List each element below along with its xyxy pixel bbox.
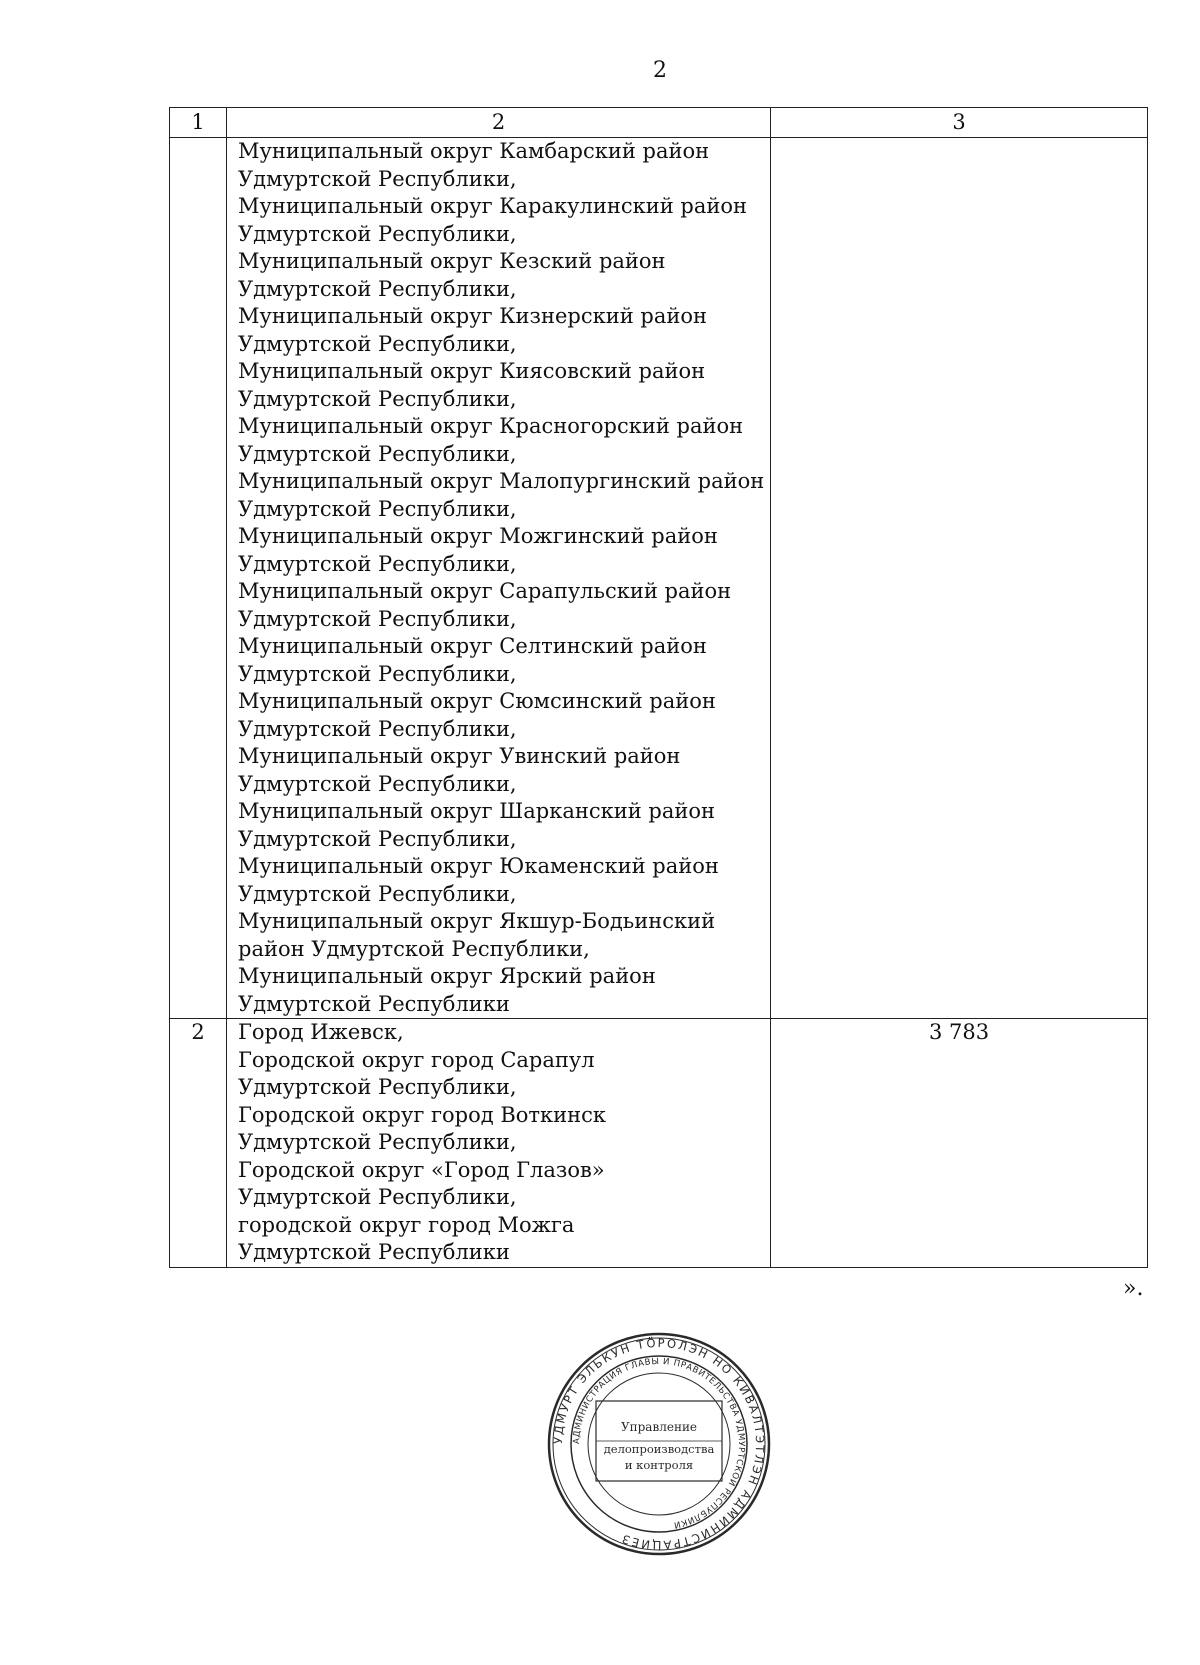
table-header-row (170, 108, 1148, 138)
official-seal-stamp (546, 1331, 772, 1557)
row-number-cell (170, 138, 227, 1019)
municipality-line: Муниципальный округ Красногорский район (238, 414, 744, 438)
municipality-line: Удмуртской Республики, (238, 606, 517, 631)
municipality-line: Удмуртской Республики, (238, 496, 517, 521)
municipality-line: Удмуртской Республики (238, 1240, 510, 1264)
municipality-line: Муниципальный округ Камбарский район (238, 139, 710, 163)
municipality-list-cell (227, 138, 771, 1019)
municipality-line: Городской округ город Воткинск (238, 1102, 607, 1127)
municipality-line: Удмуртской Республики, (238, 771, 517, 796)
municipality-line: Муниципальный округ Кезский район (238, 249, 666, 273)
municipality-line: Муниципальный округ Якшур-Бодьинский (238, 909, 716, 933)
header-cell-3: 3 (771, 108, 1148, 138)
row-number-cell: 2 (170, 1019, 227, 1268)
municipality-line: Муниципальный округ Селтинский район (238, 634, 707, 658)
municipality-line: Муниципальный округ Каракулинский район (238, 194, 747, 218)
municipality-line: Удмуртской Республики, (238, 1075, 517, 1099)
municipality-line: Муниципальный округ Можгинский район (238, 524, 718, 548)
svg-text:делопроизводства: делопроизводства (603, 1442, 715, 1456)
svg-text:и контроля: и контроля (624, 1458, 694, 1472)
municipality-line: Муниципальный округ Кизнерский район (238, 304, 707, 328)
municipality-line: Муниципальный округ Киясовский район (238, 359, 706, 383)
table-row (170, 1019, 1148, 1268)
municipality-line: Удмуртской Республики, (238, 441, 517, 466)
svg-text:АДМИНИСТРАЦИЯ ГЛАВЫ И ПРАВИТЕЛ: АДМИНИСТРАЦИЯ ГЛАВЫ И ПРАВИТЕЛЬСТВА УДМУРТСКОЙ РЕСПУБЛИКИ (571, 1356, 747, 1530)
municipality-line: Удмуртской Республики, (238, 881, 517, 906)
municipality-line: Удмуртской Республики, (238, 826, 517, 851)
municipality-line: Муниципальный округ Ярский район (238, 964, 656, 988)
municipality-line: городской округ город Можга (238, 1212, 575, 1237)
municipality-list-cell (227, 1019, 771, 1268)
page-number: 2 (653, 58, 667, 83)
municipality-line: Удмуртской Республики (238, 991, 510, 1016)
municipality-line: Муниципальный округ Юкаменский район (238, 854, 719, 878)
table-row (170, 138, 1148, 1019)
municipality-line: Муниципальный округ Сюмсинский район (238, 689, 716, 713)
municipality-line: Муниципальный округ Малопургинский район (238, 469, 765, 493)
municipality-line: Муниципальный округ Увинский район (238, 744, 681, 768)
header-cell-1: 1 (170, 108, 227, 138)
municipality-line: Удмуртской Республики, (238, 331, 517, 356)
municipality-line: Удмуртской Республики, (238, 716, 517, 741)
municipality-line: Муниципальный округ Шарканский район (238, 799, 715, 823)
municipality-line: Город Ижевск, (238, 1020, 404, 1044)
municipality-line: Удмуртской Республики, (238, 551, 517, 576)
svg-text:Управление: Управление (620, 1420, 698, 1434)
closing-quote: ». (1123, 1276, 1144, 1301)
value-cell: 3 783 (771, 1019, 1148, 1268)
municipality-line: Удмуртской Республики, (238, 1130, 517, 1154)
districts-table (169, 107, 1148, 1268)
municipality-line: Городской округ город Сарапул (238, 1047, 595, 1072)
municipality-line: Городской округ «Город Глазов» (238, 1157, 605, 1182)
svg-text:УДМУРТ ЭЛЬКУН ТӦРОЛЭН НО КИВАЛ: УДМУРТ ЭЛЬКУН ТӦРОЛЭН НО КИВАЛТЭТЛЭН АДМИНИСТРАЦИЕЗ (550, 1335, 768, 1553)
municipality-line: Удмуртской Республики, (238, 386, 517, 411)
municipality-line: район Удмуртской Республики, (238, 936, 590, 961)
header-cell-2: 2 (227, 108, 771, 138)
municipality-line: Удмуртской Республики, (238, 276, 517, 301)
municipality-line: Удмуртской Республики, (238, 221, 517, 246)
municipality-line: Удмуртской Республики, (238, 1185, 517, 1209)
municipality-line: Муниципальный округ Сарапульский район (238, 579, 732, 603)
municipality-line: Удмуртской Республики, (238, 661, 517, 686)
value-cell (771, 138, 1148, 1019)
municipality-line: Удмуртской Республики, (238, 166, 517, 191)
